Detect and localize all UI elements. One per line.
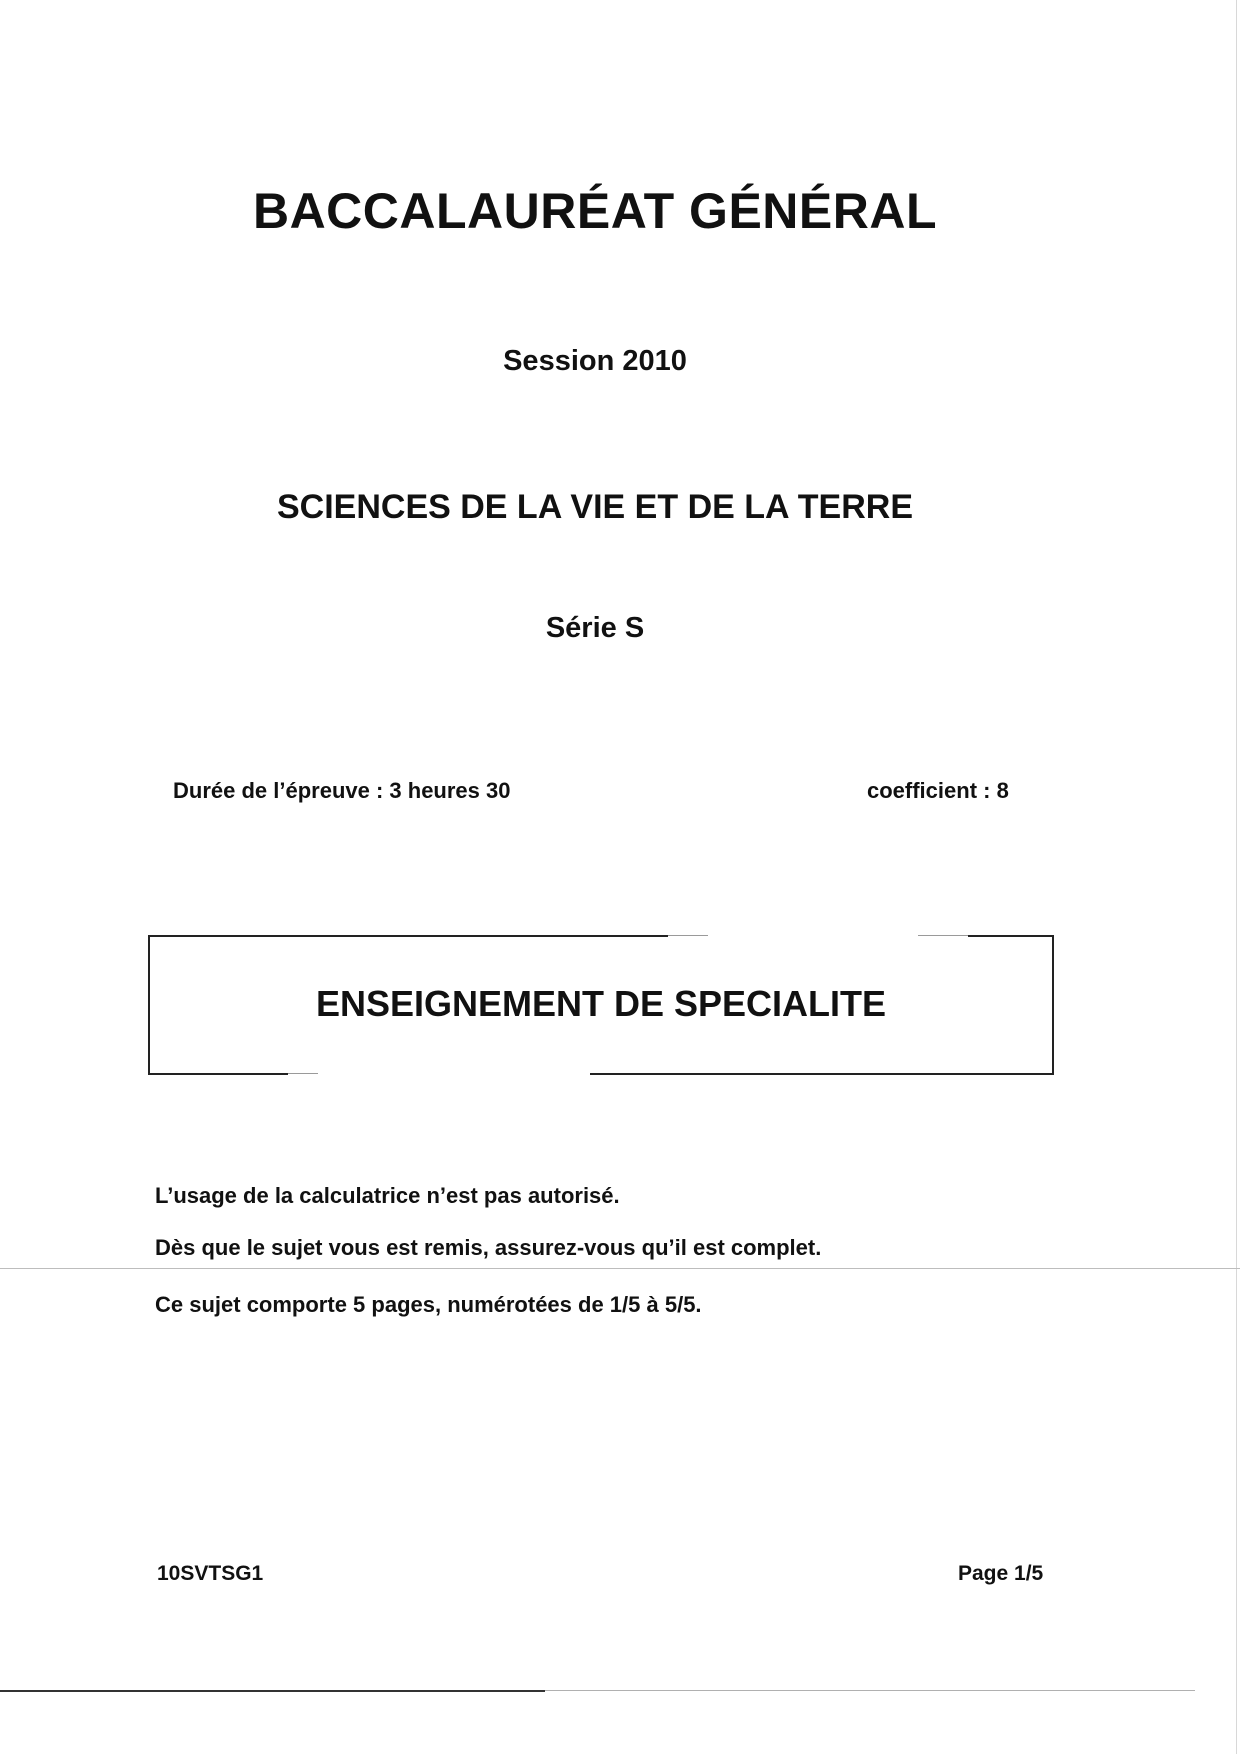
box-border-bottom-left: [148, 1073, 288, 1075]
serie-label: Série S: [545, 612, 645, 644]
box-border-top-faint-2: [918, 935, 968, 936]
scan-divider-line: [0, 1268, 1240, 1269]
subject-title: SCIENCES DE LA VIE ET DE LA TERRE: [276, 488, 913, 526]
exam-code: 10SVTSG1: [157, 1562, 264, 1585]
notice-check-complete: Dès que le sujet vous est remis, assurez-vous qu’il est complet.: [155, 1235, 822, 1260]
box-border-top-faint: [668, 935, 708, 936]
box-border-top-left: [148, 935, 668, 937]
specialty-label: ENSEIGNEMENT DE SPECIALITE: [315, 983, 887, 1024]
notice-calculator: L’usage de la calculatrice n’est pas autorisé.: [155, 1183, 620, 1208]
bottom-scan-line-faint: [545, 1690, 1195, 1691]
specialty-box: [148, 935, 1054, 1075]
box-border-bottom-faint: [288, 1073, 318, 1074]
page-title: BACCALAURÉAT GÉNÉRAL: [252, 183, 938, 239]
box-border-top-right: [968, 935, 1054, 937]
exam-coefficient: coefficient : 8: [867, 778, 1009, 803]
box-border-bottom-right: [590, 1073, 1054, 1075]
bottom-scan-line: [0, 1690, 545, 1692]
session-label: Session 2010: [503, 345, 687, 377]
page-edge-line: [1236, 0, 1237, 1754]
page-number: Page 1/5: [958, 1562, 1044, 1585]
exam-duration: Durée de l’épreuve : 3 heures 30: [173, 778, 511, 803]
notice-page-count: Ce sujet comporte 5 pages, numérotées de 1/5 à 5/5.: [155, 1292, 702, 1317]
